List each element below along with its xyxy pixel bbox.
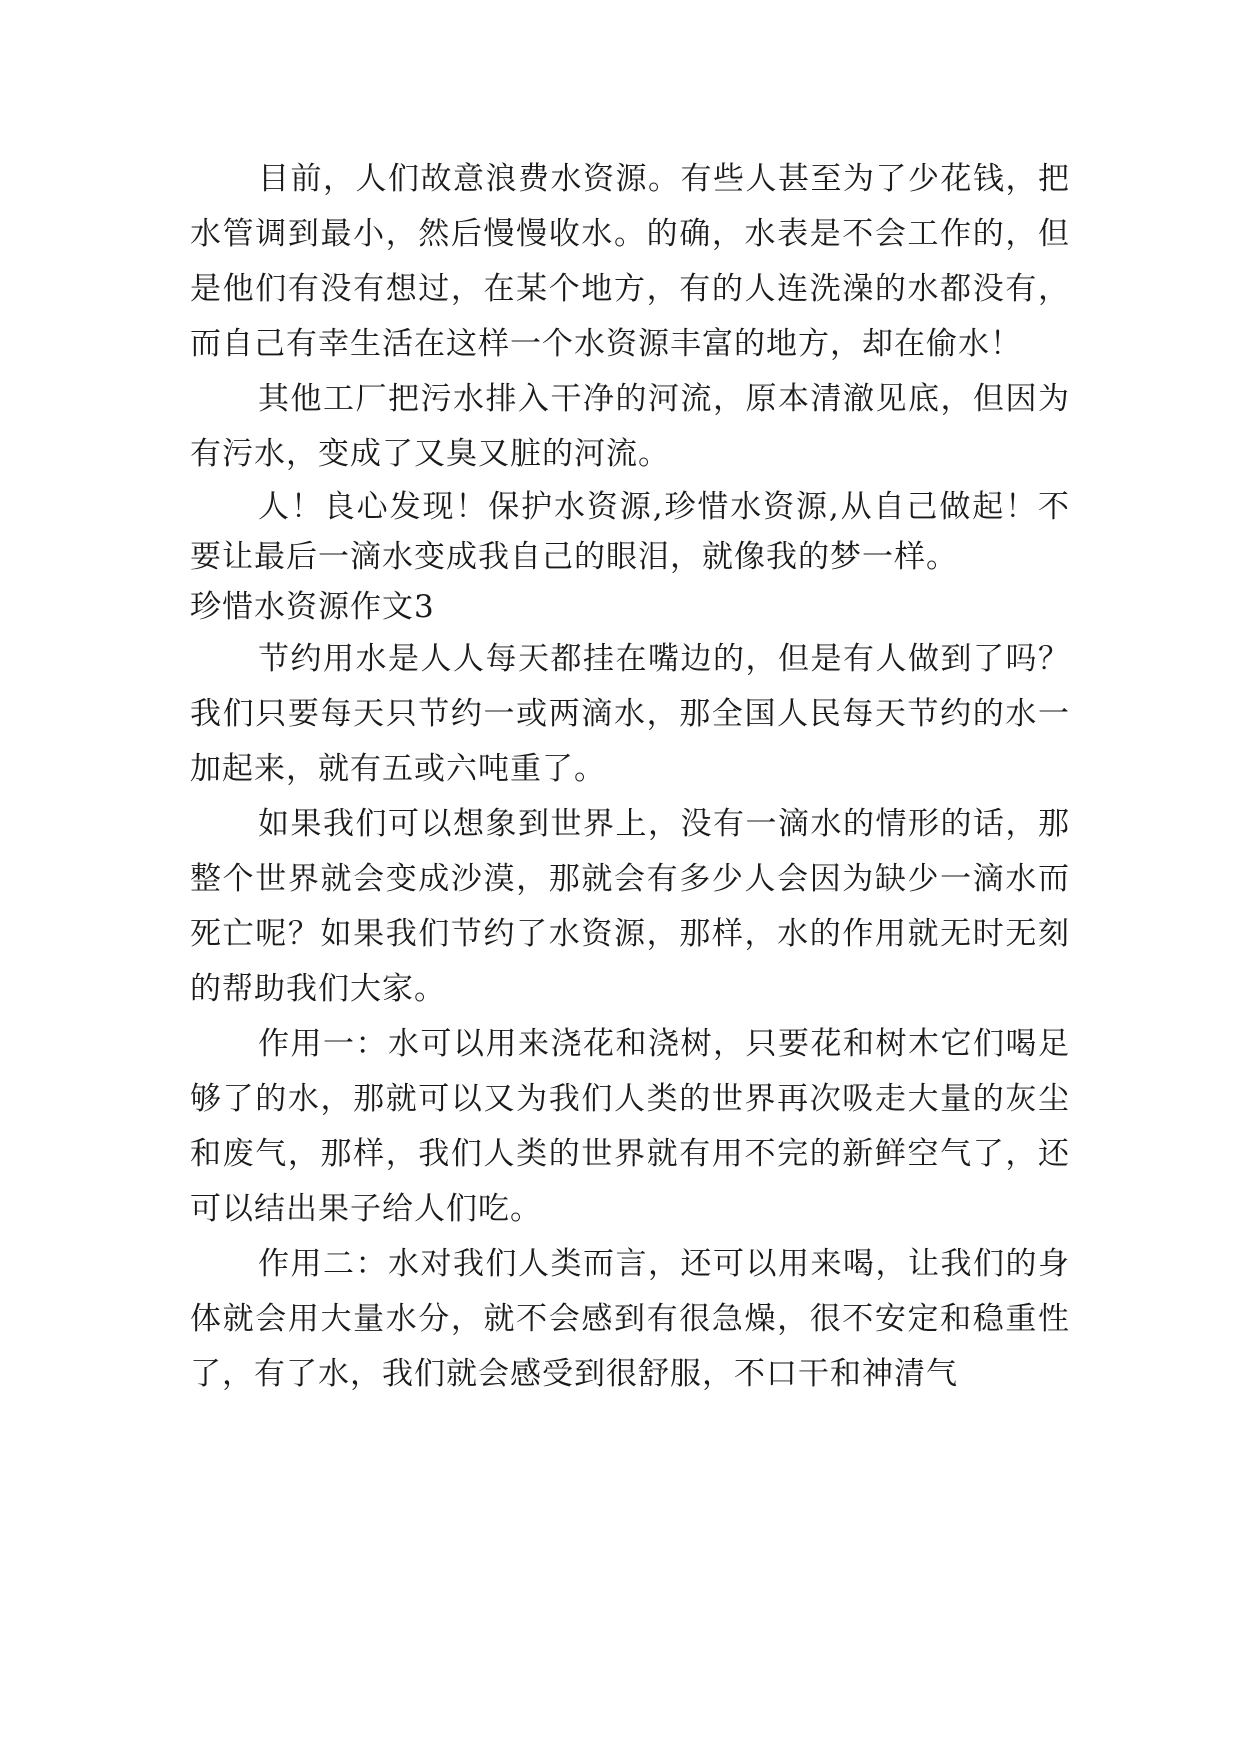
paragraph-use-two: 作用二：水对我们人类而言，还可以用来喝，让我们的身体就会用大量水分，就不会感到有很急燥，很不安定和稳重性了，有了水，我们就会感受到很舒服，不口干和神清气 (190, 1246, 1070, 1392)
paragraph-use-one: 作用一：水可以用来浇花和浇树，只要花和树木它们喝足够了的水，那就可以又为我们人类的世界再次吸走大量的灰尘和废气，那样，我们人类的世界就有用不完的新鲜空气了，还可以结出果子给人们吃。 (190, 1026, 1070, 1227)
paragraph-wasting-water: 目前，人们故意浪费水资源。有些人甚至为了少花钱，把水管调到最小，然后慢慢收水。的确，水表是不会工作的，但是他们有没有想过，在某个地方，有的人连洗澡的水都没有，而自己有幸生活在这样一个水资源丰富的地方，却在偷水！ (190, 161, 1070, 362)
paragraph-call-to-action: 人！良心发现！保护水资源,珍惜水资源,从自己做起！不要让最后一滴水变成我自己的眼泪，就像我的梦一样。 (190, 489, 1070, 575)
paragraph-saving-water: 节约用水是人人每天都挂在嘴边的，但是有人做到了吗？我们只要每天只节约一或两滴水，那全国人民每天节约的水一加起来，就有五或六吨重了。 (190, 641, 1070, 787)
paragraph-factory-pollution: 其他工厂把污水排入干净的河流，原本清澈见底，但因为有污水，变成了又臭又脏的河流。 (190, 381, 1070, 472)
section-heading: 珍惜水资源作文3 (190, 589, 435, 625)
document-body (190, 152, 1070, 1402)
paragraph-imagine-world: 如果我们可以想象到世界上，没有一滴水的情形的话，那整个世界就会变成沙漠，那就会有多少人会因为缺少一滴水而死亡呢？如果我们节约了水资源，那样，水的作用就无时无刻的帮助我们大家。 (190, 806, 1070, 1007)
